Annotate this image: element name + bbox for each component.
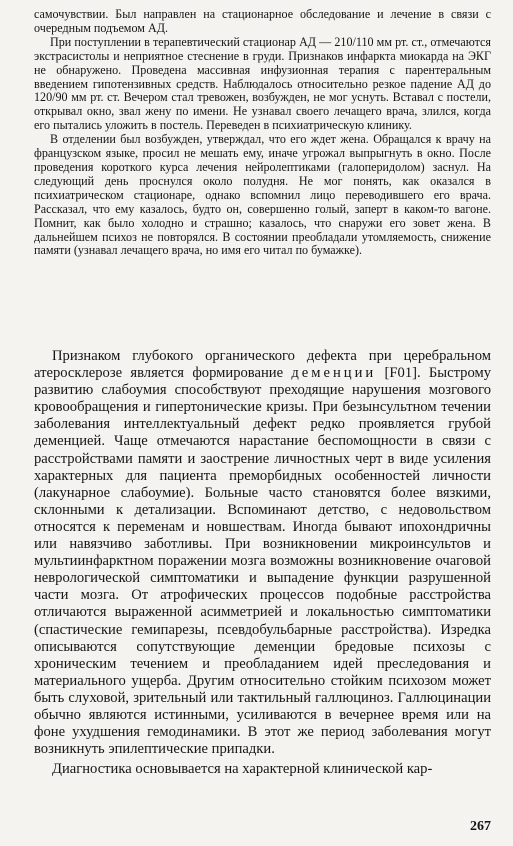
page-number: 267 xyxy=(470,819,491,834)
case-report-block xyxy=(34,8,491,258)
main-text-block xyxy=(34,348,491,778)
dementia-paragraph-start: Признаком глубокого органического дефекта при церебральном атеросклерозе является формирование xyxy=(34,348,491,382)
dementia-term: деменции xyxy=(291,365,377,382)
case-paragraph-ward: В отделении был возбужден, утверждал, что его ждет жена. Обращался к врачу на французском языке, просил не мешать ему, иначе угрожал выпрыгнуть в окно. После проведения короткого курса лечения нейролептиками (галоперидолом) заснул. На следующий день проснулся около полудня. Не мог понять, как оказался в психиатрическом стационаре, однако вспомнил лицо переводившего его врача. Рассказал, что ему казалось, будто он, совершенно голый, заперт в каком-то вагоне. Помнит, как было холодно и страшно; казалось, что снаружи его зовет жена. В дальнейшем психоз не повторялся. В состоянии преобладали утомляемость, снижение памяти (узнавал лечащего врача, но имя его читал по бумажке). xyxy=(34,132,491,258)
dementia-paragraph-rest: [F01]. Быстрому развитию слабоумия способствуют преходящие нарушения мозгового кровообращения и гипертонические кризы. При безынсультном течении заболевания интеллектуальный дефект редко проявляется грубой деменцией. Чаще отмечаются нарастание беспомощности в связи с расстройствами памяти и заострение личностных черт в виде усиления характерных для пациента преморбидных особенностей личности (лакунарное слабоумие). Больные часто становятся более вязкими, склонными к детализации. Вспоминают детство, с недовольством относятся к переменам и новшествам. Иногда бывают ипохондричны или навязчиво заботливы. При возникновении микроинсультов и мультиинфарктном поражении мозга возможны возникновение очаговой неврологической симптоматики и выпадение функции разрушенной части мозга. От атрофических процессов подобные расстройства отличаются выраженной асимметрией и локальностью симптоматики (спастические гемипарезы, псевдобульбарные расстройства). Изредка описываются сопутствующие деменции бредовые психозы с хроническим течением и преобладанием идей преследования и материального ущерба. Другим относительно стойким психозом может быть слуховой, зрительный или тактильный галлюциноз. Галлюцинации обычно являются истинными, усиливаются в вечернее время или на фоне ухудшения гемодинамики. В этот же период заболевания могут возникнуть эпилептические припадки. xyxy=(34,365,491,758)
case-paragraph-admission: При поступлении в терапевтический стационар АД — 210/110 мм рт. ст., отмечаются экстрасистолы и неприятное стеснение в груди. Признаков инфаркта миокарда на ЭКГ не обнаружено. Проведена массивная инфузионная терапия с парентеральным введением гипотензивных средств. Наблюдалось относительно резкое падение АД до 120/90 мм рт. ст. Вечером стал тревожен, возбужден, не мог уснуть. Вставал с постели, открывал окно, звал жену по имени. Не узнавал своего лечащего врача, злился, когда его пытались уложить в постель. Переведен в психиатрическую клинику. xyxy=(34,34,491,133)
diagnostics-paragraph: Диагностика основывается на характерной клинической кар- xyxy=(52,761,433,778)
case-paragraph-continuation: самочувствии. Был направлен на стационарное обследование и лечение в связи с очередным подъемом АД. xyxy=(34,7,491,35)
dementia-paragraph xyxy=(34,348,491,758)
